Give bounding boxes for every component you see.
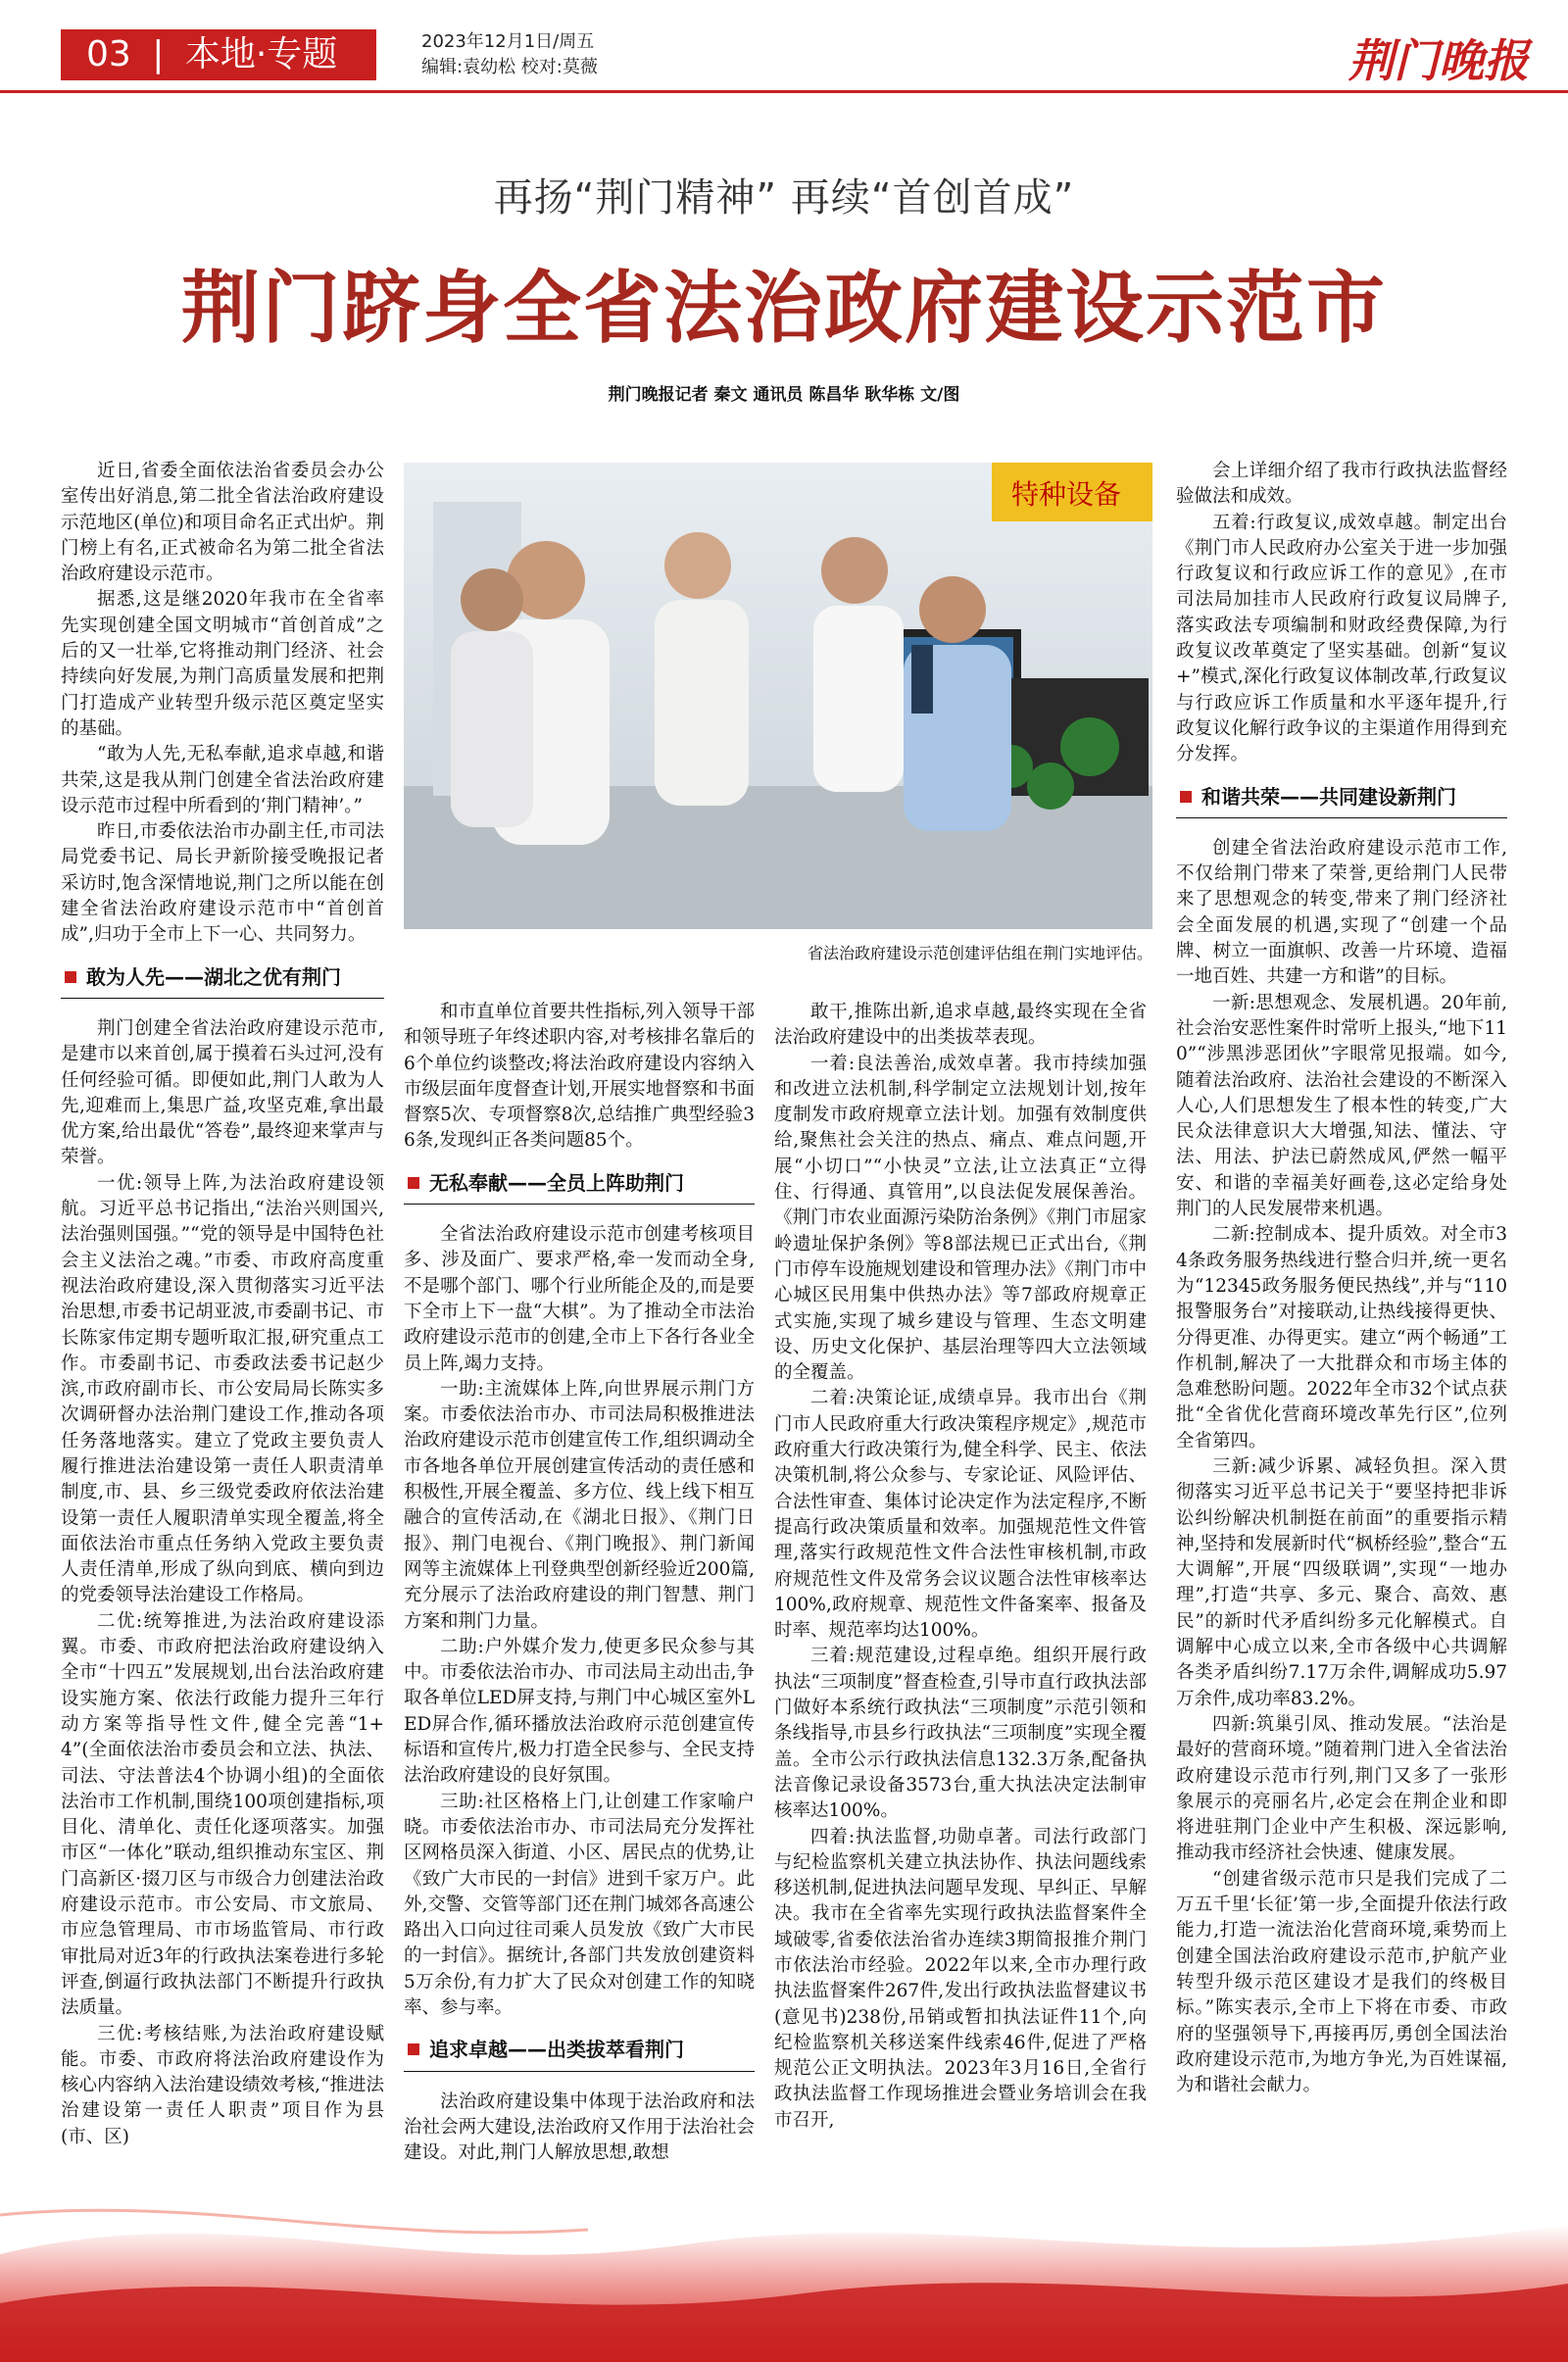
article-title: 荆门跻身全省法治政府建设示范市 (181, 263, 1387, 354)
page-number: 03 (86, 34, 131, 74)
editor-credit: 编辑:袁幼松 校对:莫薇 (421, 57, 598, 77)
paragraph: 五着:行政复议,成效卓越。制定出台《荆门市人民政府办公室关于进一步加强行政复议和行政应诉工作的意见》,在市司法局加挂市人民政府行政复议局牌子,落实政法专项编制和财政经费保障,为行政复议改革奠定了坚实基础。创新“复议+”模式,深化行政复议体制改革,行政复议与行政应诉工作质量和水平逐年提升,行政复议化解行政争议的主渠道作用得到充分发挥。 (1176, 512, 1507, 765)
paragraph: 二着:决策论证,成绩卓异。我市出台《荆门市人民政府重大行政决策程序规定》,规范市政府重大行政决策行为,健全科学、民主、依法决策机制,将公众参与、专家论证、风险评估、合法性审查、集体讨论决定作为法定程序,不断提高行政决策质量和效率。加强规范性文件管理,落实行政规范性文件合法性审核机制,市政府规范性文件及常务会议议题合法性审核率达100%,政府规章、规范性文件备案率、报备及时率、规范率均达100%。 (774, 1388, 1147, 1642)
paragraph: 据悉,这是继2020年我市在全省率先实现创建全国文明城市“首创首成”之后的又一壮举,它将推动荆门经济、社会持续向好发展,为荆门高质量发展和把荆门打造成产业转型升级示范区奠定坚实的基础。 (61, 589, 384, 739)
header-rule (0, 90, 1568, 93)
paragraph: 和市直单位首要共性指标,列入领导干部和领导班子年终述职内容,对考核排名靠后的6个单位约谈整改;将法治政府建设内容纳入市级层面年度督查计划,开展实地督察和书面督察5次、专项督察8次,总结推广典型经验36条,发现纠正各类问题85个。 (404, 1002, 755, 1152)
page-section-tag: 03 | 本地·专题 (61, 29, 376, 80)
paragraph: 三助:社区格格上门,让创建工作家喻户晓。市委依法治市办、市司法局充分发挥社区网格员深入街道、小区、居民点的优势,让《致广大市民的一封信》进到千家万户。此外,交警、交管等部门还在荆门城郊各高速公路出入口向过往司乘人员发放《致广大市民的一封信》。据统计,各部门共发放创建资料5万余份,有力扩大了民众对创建工作的知晓率、参与率。 (404, 1791, 755, 2018)
paragraph: 四新:筑巢引凤、推动发展。“法治是最好的营商环境。”随着荆门进入全省法治政府建设示范市行列,荆门又多了一张形象展示的亮丽名片,必定会在荆企业和即将进驻荆门企业中产生积极、深远影响,推动我市经济社会快速、健康发展。 (1176, 1713, 1507, 1864)
page-meta (421, 29, 598, 80)
column-4 (1176, 459, 1507, 2125)
article-photo (404, 463, 1152, 929)
article-byline: 荆门晚报记者 秦文 通讯员 陈昌华 耿华栋 文/图 (608, 385, 960, 405)
paragraph: “敢为人先,无私奉献,追求卓越,和谐共荣,这是我从荆门创建全省法治政府建设示范市过程中所看到的‘荆门精神’。” (61, 744, 384, 816)
section-marker-icon (1180, 791, 1192, 803)
column-1 (61, 459, 384, 2147)
paragraph: 三新:减少诉累、减轻负担。深入贯彻落实习近平总书记关于“要坚持把非诉讼纠纷解决机制挺在前面”的重要指示精神,坚持和发展新时代“枫桥经验”,整合“五大调解”,开展“四级联调”,实现“一地办理”,打造“共享、多元、聚合、高效、惠民”的新时代矛盾纠纷多元化解模式。自调解中心成立以来,全市各级中心共调解各类矛盾纠纷7.17万余件,调解成功5.97万余件,成功率83.2%。 (1176, 1455, 1507, 1709)
paragraph: 敢干,推陈出新,追求卓越,最终实现在全省法治政府建设中的出类拔萃表现。 (774, 1002, 1147, 1049)
paragraph: 法治政府建设集中体现于法治政府和法治社会两大建设,法治政府又作用于法治社会建设。对此,荆门人解放思想,敢想 (404, 2091, 755, 2164)
paragraph: “创建省级示范市只是我们完成了二万五千里‘长征’第一步,全面提升依法行政能力,打造一流法治化营商环境,乘势而上创建全国法治政府建设示范市,护航产业转型升级示范区建设才是我们的终极目标。”陈实表示,全市上下将在市委、市政府的坚强领导下,再接再厉,勇创全国法治政府建设示范市,为地方争光,为百姓谋福,为和谐社会献力。 (1176, 1868, 1507, 2096)
paragraph: 一着:良法善治,成效卓著。我市持续加强和改进立法机制,科学制定立法规划计划,按年度制发市政府规章立法计划。加强有效制度供给,聚焦社会关注的热点、痛点、难点问题,开展“小切口”“小快灵”立法,让立法真正“立得住、行得通、真管用”,以良法促发展保善治。《荆门市农业面源污染防治条例》《荆门市屈家岭遗址保护条例》等8部法规已正式出台,《荆门市停车设施规划建设和管理办法》《荆门市中心城区民用集中供热办法》等7部政府规章正式实施,实现了城乡建设与管理、生态文明建设、历史文化保护、基层治理等四大立法领域的全覆盖。 (774, 1053, 1147, 1384)
section-heading-text: 追求卓越——出类拔萃看荆门 (429, 2038, 684, 2062)
paragraph: 三着:规范建设,过程卓绝。组织开展行政执法“三项制度”督查检查,引导市直行政执法部门做好本系统行政执法“三项制度”示范引领和条线指导,市县乡行政执法“三项制度”实现全覆盖。全市公示行政执法信息132.3万条,配备执法音像记录设备3573台,重大执法决定法制审核率达100%。 (774, 1646, 1147, 1822)
paragraph: 荆门创建全省法治政府建设示范市,是建市以来首创,属于摸着石头过河,没有任何经验可循。即便如此,荆门人敢为人先,迎难而上,集思广益,攻坚克难,拿出最优方案,给出最优“答卷”,最终迎来掌声与荣誉。 (61, 1017, 384, 1168)
paragraph: 近日,省委全面依法治省委员会办公室传出好消息,第二批全省法治政府建设示范地区(单位)和项目命名正式出炉。荆门榜上有名,正式被命名为第二批全省法治政府建设示范市。 (61, 461, 384, 585)
section-heading-text: 无私奉献——全员上阵助荆门 (429, 1170, 684, 1195)
paragraph: 一新:思想观念、发展机遇。20年前,社会治安恶性案件时常听上报头,“地下110”“涉黑涉恶团伙”字眼常见报端。如今,随着法治政府、法治社会建设的不断深入人心,人们思想发生了根本性的转变,广大民众法律意识大大增强,知法、懂法、守法、用法、护法已蔚然成风,俨然一幅平安、和谐的幸福美好画卷,这必定给身处荆门的人民发展带来机遇。 (1176, 992, 1507, 1220)
article-subtitle: 再扬“荆门精神” 再续“首创首成” (493, 175, 1075, 221)
office-scene-image (404, 463, 1152, 929)
paragraph: 昨日,市委依法治市办副主任,市司法局党委书记、局长尹新阶接受晚报记者采访时,饱含深情地说,荆门之所以能在创建全省法治政府建设示范市中“首创首成”,归功于全市上下一心、共同努力。 (61, 821, 384, 946)
paragraph: 一优:领导上阵,为法治政府建设领航。习近平总书记指出,“法治兴则国兴,法治强则国强。”“党的领导是中国特色社会主义法治之魂。”市委、市政府高度重视法治政府建设,深入贯彻落实习近平法治思想,市委书记胡亚波,市委副书记、市长陈家伟定期专题听取汇报,研究重点工作。市委副书记、市委政法委书记赵少滨,市政府副市长、市公安局局长陈实多次调研督办法治荆门建设工作,推动各项任务落地落实。建立了党政主要负责人履行推进法治建设第一责任人职责清单制度,市、县、乡三级党委政府依法治建设第一责任人履职清单实现全覆盖,将全面依法治市重点任务纳入党政主要负责人责任清单,形成了纵向到底、横向到边的党委领导法治建设工作格局。 (61, 1172, 384, 1606)
section-heading (1176, 782, 1507, 818)
section-heading-text: 敢为人先——湖北之优有荆门 (86, 964, 341, 989)
decorative-red-banner (0, 2137, 1568, 2362)
paragraph: 创建全省法治政府建设示范市工作,不仅给荆门带来了荣誉,更给荆门人民带来了思想观念的转变,带来了荆门经济社会全面发展的机遇,实现了“创建一个品牌、树立一面旗帜、改善一片环境、造福一地百姓、共建一方和谐”的目标。 (1176, 837, 1507, 988)
paragraph: 三优:考核结账,为法治政府建设赋能。市委、市政府将法治政府建设作为核心内容纳入法治建设绩效考核,“推进法治建设第一责任人职责”项目作为县(市、区) (61, 2023, 384, 2147)
paragraph: 全省法治政府建设示范市创建考核项目多、涉及面广、要求严格,牵一发而动全身,不是哪个部门、哪个行业所能企及的,而是要下全市上下一盘“大棋”。为了推动全市法治政府建设示范市的创建,全市上下各行各业全员上阵,竭力支持。 (404, 1224, 755, 1374)
paragraph: 四着:执法监督,功勋卓著。司法行政部门与纪检监察机关建立执法协作、执法问题线索移送机制,促进执法问题早发现、早纠正、早解决。我市在全省率先实现行政执法监督案件全域破零,省委依法治省办连续3期简报推介荆门市依法治市经验。2022年以来,全市办理行政执法监督案件267件,发出行政执法监督建议书(意见书)238份,吊销或暂扣执法证件11个,向纪检监察机关移送案件线索46件,促进了严格规范公正文明执法。2023年3月16日,全省行政执法监督工作现场推进会暨业务培训会在我市召开, (774, 1826, 1147, 2131)
newspaper-logo: 荆门晚报 (1348, 34, 1529, 87)
section-marker-icon (408, 2043, 419, 2055)
section-heading (404, 2035, 755, 2071)
paragraph: 二新:控制成本、提升质效。对全市34条政务服务热线进行整合归并,统一更名为“12345政务服务便民热线”,并与“110报警服务台”对接联动,让热线接得更快、分得更准、办得更实。建立“两个畅通”工作机制,解决了一大批群众和市场主体的急难愁盼问题。2022年全市32个试点获批“全省优化营商环境改革先行区”,位列全省第四。 (1176, 1224, 1507, 1452)
photo-caption: 省法治政府建设示范创建评估组在荆门实地评估。 (807, 944, 1152, 962)
signage-text: 特种设备 (1011, 478, 1122, 511)
section-marker-icon (408, 1177, 419, 1189)
paragraph: 一助:主流媒体上阵,向世界展示荆门方案。市委依法治市办、市司法局积极推进法治政府建设示范市创建宣传工作,组织调动全市各地各单位开展创建宣传活动的责任感和积极性,开展全覆盖、多方位、线上线下相互融合的宣传活动,在《湖北日报》、《荆门日报》、荆门电视台、《荆门晚报》、荆门新闻网等主流媒体上刊登典型创新经验近200篇,充分展示了法治政府建设的荆门智慧、荆门方案和荆门力量。 (404, 1378, 755, 1632)
paragraph: 会上详细介绍了我市行政执法监督经验做法和成效。 (1176, 461, 1507, 508)
section-heading (61, 962, 384, 999)
section-marker-icon (65, 971, 76, 983)
section-name: 本地·专题 (184, 34, 338, 74)
page-header (0, 0, 1568, 94)
issue-date: 2023年12月1日/周五 (421, 31, 595, 52)
paragraph: 二助:户外媒介发力,使更多民众参与其中。市委依法治市办、市司法局主动出击,争取各单位LED屏支持,与荆门中心城区室外LED屏合作,循环播放法治政府示范创建宣传标语和宣传片,极力打造全民参与、全民支持法治政府建设的良好氛围。 (404, 1636, 755, 1787)
paragraph: 二优:统筹推进,为法治政府建设添翼。市委、市政府把法治政府建设纳入全市“十四五”发展规划,出台法治政府建设实施方案、依法行政能力提升三年行动方案等指导性文件,健全完善“1+4”(全面依法治市委员会和立法、执法、司法、守法普法4个协调小组)的全面依法治市工作机制,围绕100项创建指标,项目化、清单化、责任化逐项落实。加强市区“一体化”联动,组织推动东宝区、荆门高新区·掇刀区与市级合力创建法治政府建设示范市。市公安局、市文旅局、市应急管理局、市市场监管局、市行政审批局对近3年的行政执法案卷进行多轮评查,倒逼行政执法部门不断提升行政执法质量。 (61, 1610, 384, 2019)
section-heading (404, 1168, 755, 1205)
column-2 (404, 1000, 755, 2164)
section-heading-text: 和谐共荣——共同建设新荆门 (1201, 784, 1456, 809)
column-3 (774, 1000, 1147, 2131)
